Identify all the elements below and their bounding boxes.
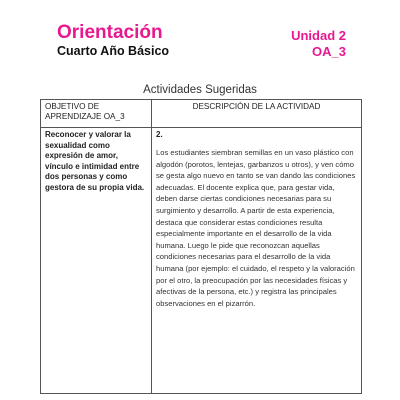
activity-number: 2.: [156, 130, 163, 139]
objective-cell: [41, 128, 152, 394]
table-row: [41, 128, 362, 394]
grade-subtitle: Cuarto Año Básico: [57, 44, 170, 58]
activity-description: Los estudiantes siembran semillas en un vaso plástico con algodón (porotos, lentejas, garbanzos u otros), y ven cómo se gesta algo nuevo en tanto se van dando las condiciones adecuadas. El docente explica que, para gestar vida, deben darse ciertas condiciones necesarias para su surgimiento y desarrollo. A partir de esta experiencia, destaca que considerar estas condiciones resulta especialmente importante en el desarrollo de la vida humana. Luego le pide que reconozcan aquellas condiciones necesarias para el desarrollo de la vida humana (por ejemplo: el cuidado, el respeto y la valoración por el otro, la preocupación por las necesidades físicas y afectivas de la persona, etc.) y registra las principales observaciones en el pizarrón.: [156, 148, 356, 308]
page-title: Orientación: [57, 22, 163, 43]
section-title: Actividades Sugeridas: [143, 84, 257, 96]
activities-table: [40, 99, 362, 394]
unit-label: Unidad 2: [291, 28, 346, 43]
objective-column-header: OBJETIVO DE APRENDIZAJE OA_3: [41, 100, 152, 128]
objective-text: Reconocer y valorar la sexualidad como expresión de amor, vínculo e intimidad entre dos personas y como gestora de su propia vida.: [45, 130, 145, 192]
description-column-header: DESCRIPCIÓN DE LA ACTIVIDAD: [152, 100, 362, 128]
table-header-row: [41, 100, 362, 128]
objective-code: OA_3: [312, 44, 346, 59]
description-cell: [152, 128, 362, 394]
